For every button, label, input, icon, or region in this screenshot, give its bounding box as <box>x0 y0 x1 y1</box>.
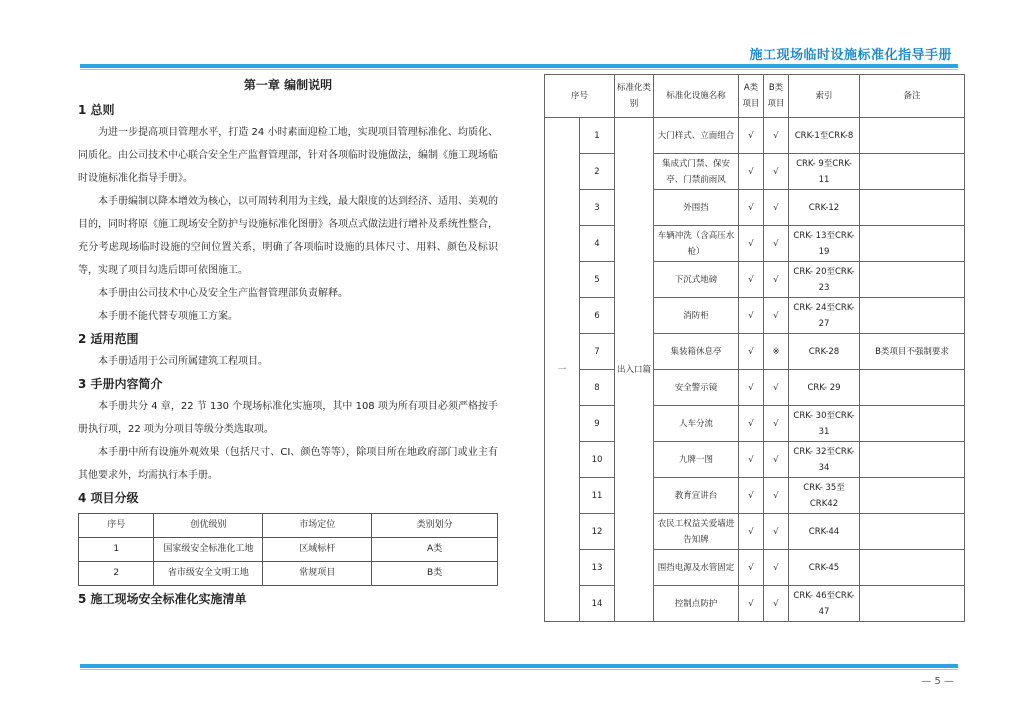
table-row <box>545 370 965 406</box>
section-title: 1 总则 <box>78 103 115 117</box>
paragraph: 本手册共分 4 章，22 节 130 个现场标准化实施项，其中 108 项为所有项目必须严格按手册执行项，22 项为分项目等级分类选取项。 <box>78 401 498 435</box>
table-cell: A类 <box>372 538 498 562</box>
cell-b: √ <box>764 370 789 406</box>
cell-b: √ <box>764 586 789 622</box>
cell-index: CRK-1至CRK-8 <box>789 118 860 154</box>
table-row <box>545 226 965 262</box>
category-cell: 出入口篇 <box>615 118 654 622</box>
cell-a: √ <box>739 226 764 262</box>
cell-remark <box>860 190 965 226</box>
cell-a: √ <box>739 334 764 370</box>
cell-remark <box>860 154 965 190</box>
cell-remark <box>860 298 965 334</box>
table-row <box>79 538 498 562</box>
cell-name: 大门样式、立面组合 <box>654 118 739 154</box>
cell-b: √ <box>764 262 789 298</box>
cell-b: √ <box>764 226 789 262</box>
cell-name: 消防柜 <box>654 298 739 334</box>
cell-remark <box>860 586 965 622</box>
table-row <box>545 190 965 226</box>
left-column <box>78 74 498 610</box>
row-number: 2 <box>580 154 615 190</box>
cell-a: √ <box>739 586 764 622</box>
cell-remark <box>860 550 965 586</box>
table-row <box>545 154 965 190</box>
cell-b: √ <box>764 442 789 478</box>
cell-a: √ <box>739 550 764 586</box>
header-a: A类项目 <box>739 75 764 118</box>
cell-name: 集装箱休息亭 <box>654 334 739 370</box>
header-cell: 序号 <box>79 514 154 538</box>
cell-name: 集成式门禁、保安亭、门禁前雨风 <box>654 154 739 190</box>
table-row <box>79 562 498 586</box>
cell-index: CRK- 35至CRK42 <box>789 478 860 514</box>
cell-a: √ <box>739 298 764 334</box>
cell-a: √ <box>739 442 764 478</box>
paragraph: 本手册由公司技术中心及安全生产监督管理部负责解释。 <box>98 288 348 299</box>
table-cell: 省市级安全文明工地 <box>154 562 263 586</box>
grade-table <box>78 513 498 586</box>
table-row <box>545 478 965 514</box>
table-cell: 国家级安全标准化工地 <box>154 538 263 562</box>
cell-remark <box>860 442 965 478</box>
table-row <box>545 262 965 298</box>
cell-remark <box>860 262 965 298</box>
inventory-table <box>544 74 965 622</box>
group-number: 一 <box>545 118 580 622</box>
header-rule-thin <box>80 69 958 70</box>
cell-index: CRK- 32至CRK-34 <box>789 442 860 478</box>
table-header-row <box>545 75 965 118</box>
cell-index: CRK-45 <box>789 550 860 586</box>
paragraph: 本手册中所有设施外观效果（包括尺寸、CI、颜色等等），除项目所在地政府部门或业主有其他要求外，均需执行本手册。 <box>78 447 498 481</box>
cell-a: √ <box>739 190 764 226</box>
row-number: 11 <box>580 478 615 514</box>
paragraph: 本手册不能代替专项施工方案。 <box>98 311 238 322</box>
cell-b: √ <box>764 190 789 226</box>
table-row <box>545 406 965 442</box>
row-number: 4 <box>580 226 615 262</box>
cell-name: 围挡电源及水管固定 <box>654 550 739 586</box>
cell-remark: B类项目不强制要求 <box>860 334 965 370</box>
cell-remark <box>860 406 965 442</box>
header-cell: 市场定位 <box>263 514 372 538</box>
row-number: 10 <box>580 442 615 478</box>
header-remark: 备注 <box>860 75 965 118</box>
table-row <box>545 118 965 154</box>
cell-index: CRK-12 <box>789 190 860 226</box>
table-row <box>545 442 965 478</box>
row-number: 7 <box>580 334 615 370</box>
table-row <box>545 334 965 370</box>
cell-remark <box>860 478 965 514</box>
cell-name: 人车分流 <box>654 406 739 442</box>
row-number: 1 <box>580 118 615 154</box>
cell-a: √ <box>739 370 764 406</box>
page-number: — 5 — <box>921 676 954 687</box>
cell-a: √ <box>739 406 764 442</box>
section-title: 4 项目分级 <box>78 491 139 505</box>
cell-remark <box>860 226 965 262</box>
cell-b: √ <box>764 406 789 442</box>
cell-name: 下沉式地磅 <box>654 262 739 298</box>
section-title: 2 适用范围 <box>78 332 139 346</box>
footer-rule <box>80 664 958 668</box>
row-number: 14 <box>580 586 615 622</box>
cell-b: √ <box>764 154 789 190</box>
table-row <box>545 586 965 622</box>
cell-name: 车辆冲洗（含高压水枪） <box>654 226 739 262</box>
table-header-row <box>79 514 498 538</box>
cell-index: CRK- 20至CRK-23 <box>789 262 860 298</box>
cell-name: 教育宣讲台 <box>654 478 739 514</box>
header-cell: 类别划分 <box>372 514 498 538</box>
cell-b: √ <box>764 514 789 550</box>
row-number: 9 <box>580 406 615 442</box>
cell-remark <box>860 370 965 406</box>
header-rule <box>80 64 958 68</box>
table-row <box>545 550 965 586</box>
header-name: 标准化设施名称 <box>654 75 739 118</box>
header-no: 序号 <box>545 75 615 118</box>
row-number: 13 <box>580 550 615 586</box>
cell-name: 安全警示镜 <box>654 370 739 406</box>
table-row <box>545 298 965 334</box>
cell-index: CRK- 30至CRK-31 <box>789 406 860 442</box>
cell-name: 九牌一图 <box>654 442 739 478</box>
row-number: 5 <box>580 262 615 298</box>
table-cell: 2 <box>79 562 154 586</box>
paragraph: 本手册编制以降本增效为核心，以可周转利用为主线，最大限度的达到经济、适用、美观的目的，同时将原《施工现场安全防护与设施标准化图册》各项点式做法进行增补及系统性整合，充分考虑现场临时设施的空间位置关系，明确了各项临时设施的具体尺寸、用料、颜色及标识等，实现了项目勾选后即可依图施工。 <box>78 196 498 276</box>
table-row <box>545 514 965 550</box>
cell-index: CRK-44 <box>789 514 860 550</box>
paragraph: 本手册适用于公司所属建筑工程项目。 <box>98 356 268 367</box>
cell-index: CRK- 46至CRK-47 <box>789 586 860 622</box>
chapter-title: 第一章 编制说明 <box>243 78 333 92</box>
section-title: 5 施工现场安全标准化实施清单 <box>78 592 247 606</box>
footer-rule-thin <box>80 669 958 670</box>
cell-b: √ <box>764 478 789 514</box>
section-title: 3 手册内容简介 <box>78 377 163 391</box>
header-title: 施工现场临时设施标准化指导手册 <box>749 48 952 63</box>
table-cell: B类 <box>372 562 498 586</box>
cell-index: CRK-28 <box>789 334 860 370</box>
cell-b: √ <box>764 298 789 334</box>
cell-remark <box>860 514 965 550</box>
cell-index: CRK- 29 <box>789 370 860 406</box>
row-number: 12 <box>580 514 615 550</box>
cell-b: √ <box>764 118 789 154</box>
cell-name: 外围挡 <box>654 190 739 226</box>
row-number: 6 <box>580 298 615 334</box>
cell-a: √ <box>739 262 764 298</box>
table-cell: 常规项目 <box>263 562 372 586</box>
cell-index: CRK- 24至CRK-27 <box>789 298 860 334</box>
table-cell: 1 <box>79 538 154 562</box>
header-category: 标准化类别 <box>615 75 654 118</box>
cell-name: 农民工权益关爱墙进告知牌 <box>654 514 739 550</box>
row-number: 3 <box>580 190 615 226</box>
cell-a: √ <box>739 118 764 154</box>
paragraph: 为进一步提高项目管理水平，打造 24 小时素面迎检工地，实现项目管理标准化、均质化、同质化。由公司技术中心联合安全生产监督管理部，针对各项临时设施做法，编制《施工现场临时设施标准化指导手册》。 <box>78 127 498 184</box>
cell-index: CRK- 13至CRK-19 <box>789 226 860 262</box>
cell-a: √ <box>739 154 764 190</box>
header-cell: 创优级别 <box>154 514 263 538</box>
cell-a: √ <box>739 478 764 514</box>
row-number: 8 <box>580 370 615 406</box>
header-b: B类项目 <box>764 75 789 118</box>
table-cell: 区域标杆 <box>263 538 372 562</box>
cell-name: 控制点防护 <box>654 586 739 622</box>
header-index: 索引 <box>789 75 860 118</box>
cell-index: CRK- 9至CRK-11 <box>789 154 860 190</box>
cell-b: ※ <box>764 334 789 370</box>
cell-a: √ <box>739 514 764 550</box>
cell-remark <box>860 118 965 154</box>
cell-b: √ <box>764 550 789 586</box>
